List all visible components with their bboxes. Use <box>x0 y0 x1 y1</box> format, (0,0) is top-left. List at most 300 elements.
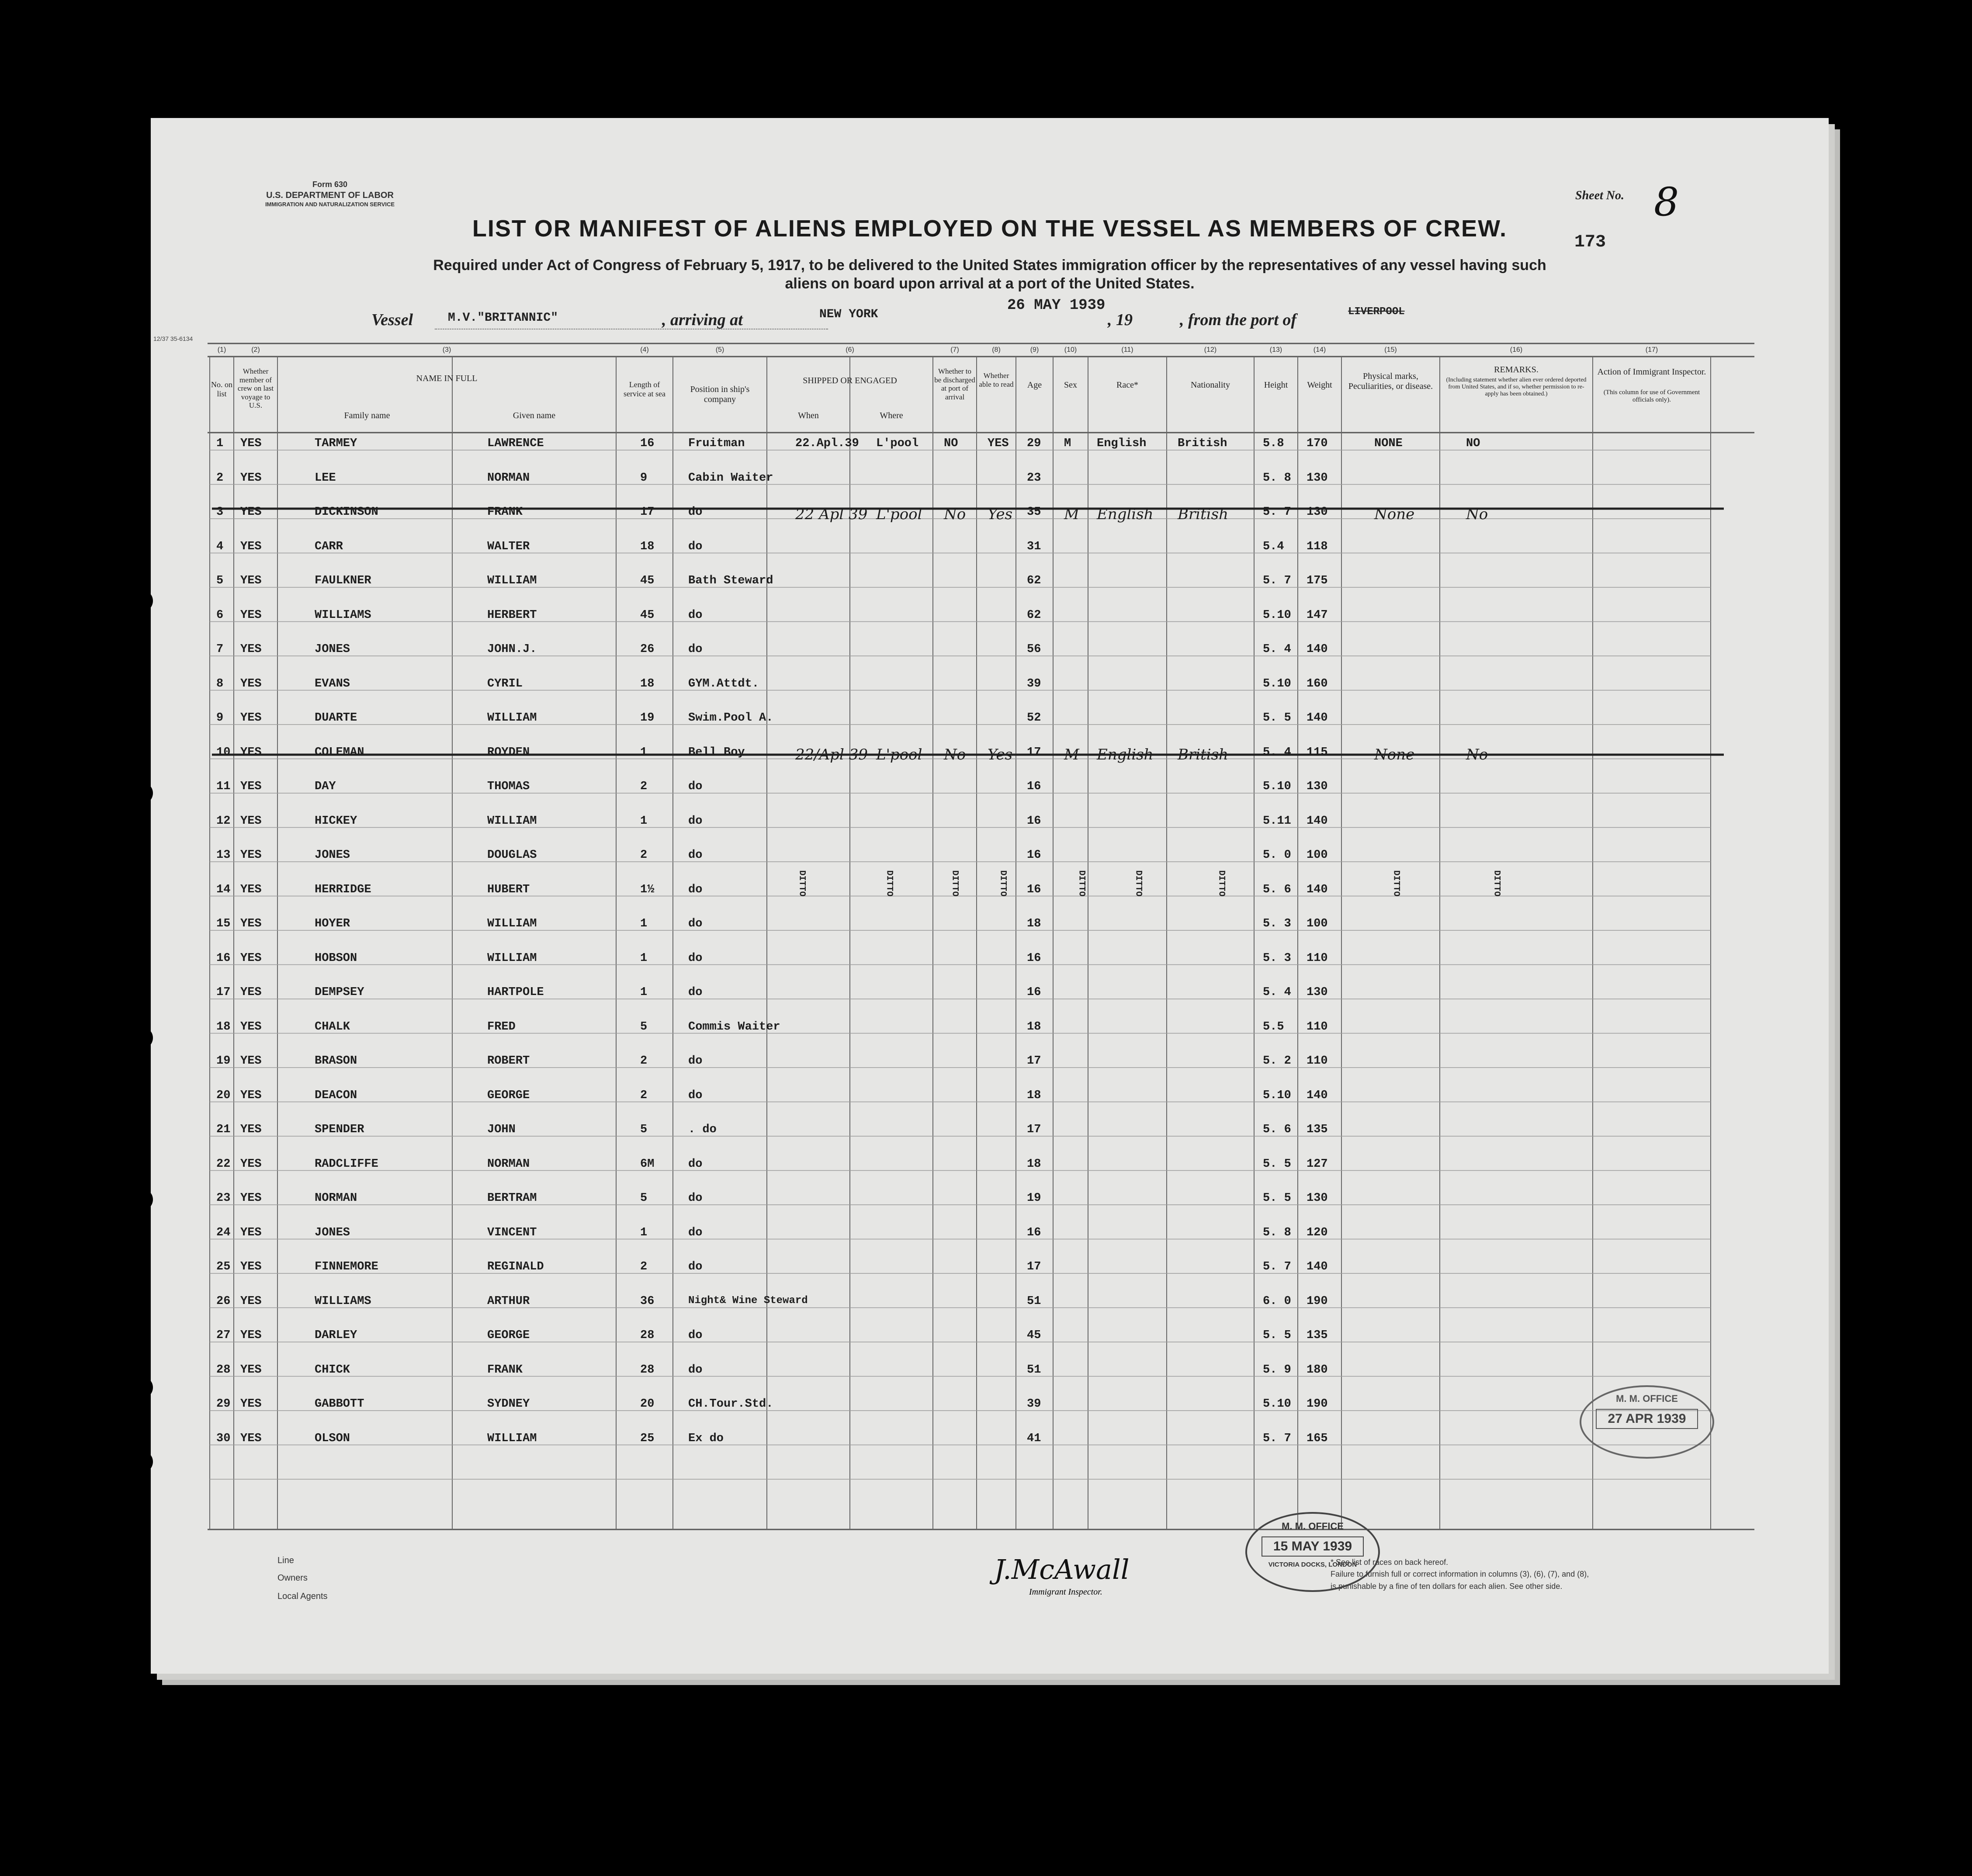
remarks: No <box>1466 746 1488 763</box>
crew-last-voyage: YES <box>240 1397 262 1411</box>
weight: 140 <box>1307 711 1328 725</box>
col-head-action-note: (This column for use of Government officials only). <box>1603 389 1700 404</box>
row-number: 21 <box>216 1123 231 1136</box>
ditto-mark: DITTO <box>950 870 960 897</box>
position: do <box>688 814 703 828</box>
physical-marks: None <box>1374 746 1415 763</box>
row-number: 11 <box>216 780 231 793</box>
position: GYM.Attdt. <box>688 677 759 690</box>
given-name: GEORGE <box>487 1089 530 1102</box>
weight: 130 <box>1307 506 1328 519</box>
crew-last-voyage: YES <box>240 506 262 519</box>
footer-owners-label: Owners <box>277 1573 308 1583</box>
age: 18 <box>1027 917 1041 930</box>
family-name: NORMAN <box>315 1192 357 1205</box>
col-num-11: (11) <box>1121 346 1133 354</box>
position: do <box>688 1363 703 1377</box>
height: 5. 7 <box>1263 1260 1291 1273</box>
crew-last-voyage: YES <box>240 814 262 828</box>
family-name: WILLIAMS <box>315 1294 371 1308</box>
row-number: 1 <box>216 437 224 450</box>
sheet-label: Sheet No. <box>1575 189 1624 202</box>
position: do <box>688 917 703 930</box>
row-number: 23 <box>216 1192 231 1205</box>
family-name: LEE <box>315 471 336 485</box>
crew-last-voyage: YES <box>240 608 262 622</box>
position: do <box>688 1329 703 1342</box>
position: Fruitman <box>688 437 745 450</box>
crew-last-voyage: YES <box>240 471 262 485</box>
family-name: HICKEY <box>315 814 357 828</box>
weight: 120 <box>1307 1226 1328 1239</box>
binder-hole <box>131 1451 153 1473</box>
length-of-service: 2 <box>640 1089 648 1102</box>
page-reference: 173 <box>1574 232 1606 252</box>
weight: 110 <box>1307 951 1328 965</box>
crew-last-voyage: YES <box>240 574 262 587</box>
height: 5. 3 <box>1263 951 1291 965</box>
length-of-service: 2 <box>640 849 648 862</box>
sex: M <box>1064 506 1079 523</box>
weight: 140 <box>1307 1260 1328 1273</box>
given-name: NORMAN <box>487 471 530 485</box>
shipped-when: 22/Apl 39 <box>795 746 868 763</box>
col-head-crew: Whether member of crew on last voyage to U.S. <box>237 367 274 410</box>
crew-last-voyage: YES <box>240 711 262 725</box>
col-num-2: (2) <box>251 346 260 354</box>
row-number: 26 <box>216 1294 231 1308</box>
length-of-service: 5 <box>640 1192 648 1205</box>
crew-last-voyage: YES <box>240 643 262 656</box>
height: 5. 8 <box>1263 471 1291 485</box>
footer-line-label: Line <box>277 1556 294 1565</box>
height: 5. 7 <box>1263 506 1291 519</box>
given-name: JOHN.J. <box>487 643 537 656</box>
height: 5.11 <box>1263 814 1291 828</box>
row-number: 20 <box>216 1089 231 1102</box>
binder-hole <box>131 782 153 804</box>
age: 16 <box>1027 780 1041 793</box>
length-of-service: 16 <box>640 437 655 450</box>
age: 16 <box>1027 951 1041 965</box>
department: U.S. DEPARTMENT OF LABOR <box>266 191 394 200</box>
crew-last-voyage: YES <box>240 1020 262 1033</box>
given-name: VINCENT <box>487 1226 537 1239</box>
given-name: WILLIAM <box>487 917 537 930</box>
col-head-height: Height <box>1264 380 1288 390</box>
row-number: 4 <box>216 540 224 553</box>
col-num-15: (15) <box>1384 346 1397 354</box>
arriving-label: , arriving at <box>662 311 743 329</box>
crew-last-voyage: YES <box>240 437 262 450</box>
family-name: DAY <box>315 780 336 793</box>
row-number: 6 <box>216 608 224 622</box>
age: 62 <box>1027 574 1041 587</box>
height: 5.5 <box>1263 1020 1284 1033</box>
weight: 115 <box>1307 746 1328 759</box>
position: do <box>688 1089 703 1102</box>
shipped-when: 22.Apl.39 <box>795 437 859 450</box>
position: Commis Waiter <box>688 1020 780 1033</box>
height: 5. 7 <box>1263 1432 1291 1445</box>
length-of-service: 36 <box>640 1294 655 1308</box>
discharged: NO <box>944 437 958 450</box>
crew-last-voyage: YES <box>240 540 262 553</box>
family-name: EVANS <box>315 677 350 690</box>
length-of-service: 45 <box>640 574 655 587</box>
crew-last-voyage: YES <box>240 849 262 862</box>
age: 17 <box>1027 746 1041 759</box>
crew-last-voyage: YES <box>240 883 262 896</box>
ditto-mark: DITTO <box>797 870 807 897</box>
row-number: 24 <box>216 1226 231 1239</box>
age: 39 <box>1027 677 1041 690</box>
age: 18 <box>1027 1089 1041 1102</box>
crew-last-voyage: YES <box>240 1123 262 1136</box>
weight: 140 <box>1307 883 1328 896</box>
ditto-mark: DITTO <box>884 870 894 897</box>
height: 5. 2 <box>1263 1054 1291 1068</box>
position: do <box>688 849 703 862</box>
row-number: 5 <box>216 574 224 587</box>
length-of-service: 19 <box>640 711 655 725</box>
height: 5. 5 <box>1263 1192 1291 1205</box>
age: 17 <box>1027 1123 1041 1136</box>
crew-last-voyage: YES <box>240 1157 262 1171</box>
height: 5. 3 <box>1263 917 1291 930</box>
arrival-date-stamp: 26 MAY 1939 <box>1007 297 1106 314</box>
weight: 140 <box>1307 1089 1328 1102</box>
inspector-label: Immigrant Inspector. <box>1029 1587 1102 1597</box>
position: do <box>688 1260 703 1273</box>
col-num-17: (17) <box>1645 346 1658 354</box>
able-to-read: Yes <box>988 746 1013 763</box>
length-of-service: 5 <box>640 1020 648 1033</box>
weight: 135 <box>1307 1123 1328 1136</box>
row-number: 29 <box>216 1397 231 1411</box>
crew-last-voyage: YES <box>240 917 262 930</box>
given-name: ROYDEN <box>487 746 530 759</box>
footer-note-2: Failure to furnish full or correct information in columns (3), (6), (7), and (8), <box>1331 1570 1589 1578</box>
weight: 140 <box>1307 643 1328 656</box>
position: do <box>688 1192 703 1205</box>
length-of-service: 2 <box>640 780 648 793</box>
height: 5. 5 <box>1263 1329 1291 1342</box>
ditto-mark: DITTO <box>1216 870 1227 897</box>
row-number: 19 <box>216 1054 231 1068</box>
departure-port: LIVERPOOL <box>1348 306 1405 318</box>
given-name: WILLIAM <box>487 814 537 828</box>
age: 16 <box>1027 883 1041 896</box>
family-name: JONES <box>315 643 350 656</box>
length-of-service: 28 <box>640 1329 655 1342</box>
ditto-mark: DITTO <box>1133 870 1144 897</box>
length-of-service: 9 <box>640 471 648 485</box>
col-num-12: (12) <box>1204 346 1217 354</box>
page-title: LIST OR MANIFEST OF ALIENS EMPLOYED ON THE VESSEL AS MEMBERS OF CREW. <box>472 215 1508 242</box>
given-name: WILLIAM <box>487 951 537 965</box>
position: Cabin Waiter <box>688 471 773 485</box>
age: 52 <box>1027 711 1041 725</box>
mm-office-stamp <box>1580 1385 1714 1459</box>
age: 31 <box>1027 540 1041 553</box>
row-number: 25 <box>216 1260 231 1273</box>
given-name: THOMAS <box>487 780 530 793</box>
row-number: 12 <box>216 814 231 828</box>
family-name: COLEMAN <box>315 746 364 759</box>
year-label: , 19 <box>1108 311 1133 329</box>
height: 5. 4 <box>1263 986 1291 999</box>
given-name: NORMAN <box>487 1157 530 1171</box>
given-name: BERTRAM <box>487 1192 537 1205</box>
physical-marks: None <box>1374 506 1415 523</box>
given-name: WILLIAM <box>487 1432 537 1445</box>
family-name: RADCLIFFE <box>315 1157 378 1171</box>
family-name: JONES <box>315 849 350 862</box>
col-num-7: (7) <box>950 346 959 354</box>
weight: 135 <box>1307 1329 1328 1342</box>
family-name: DEACON <box>315 1089 357 1102</box>
given-name: HERBERT <box>487 608 537 622</box>
position: do <box>688 1054 703 1068</box>
col-num-6: (6) <box>846 346 854 354</box>
given-name: HUBERT <box>487 883 530 896</box>
position: do <box>688 883 703 896</box>
family-name: CHICK <box>315 1363 350 1377</box>
given-name: FRANK <box>487 1363 523 1377</box>
height: 5. 4 <box>1263 746 1291 759</box>
family-name: OLSON <box>315 1432 350 1445</box>
family-name: DEMPSEY <box>315 986 364 999</box>
shipped-where: L'pool <box>876 746 922 763</box>
row-number: 14 <box>216 883 231 896</box>
col-head-discharged: Whether to be discharged at port of arrival <box>934 367 975 401</box>
length-of-service: 5 <box>640 1123 648 1136</box>
weight: 100 <box>1307 917 1328 930</box>
weight: 165 <box>1307 1432 1328 1445</box>
family-name: SPENDER <box>315 1123 364 1136</box>
height: 5.8 <box>1263 437 1284 450</box>
crew-last-voyage: YES <box>240 677 262 690</box>
age: 39 <box>1027 1397 1041 1411</box>
given-name: WILLIAM <box>487 574 537 587</box>
height: 5. 7 <box>1263 574 1291 587</box>
crew-last-voyage: YES <box>240 1089 262 1102</box>
col-head-sex: Sex <box>1064 380 1077 390</box>
age: 17 <box>1027 1054 1041 1068</box>
row-number: 17 <box>216 986 231 999</box>
crew-last-voyage: YES <box>240 780 262 793</box>
race: English <box>1097 506 1154 523</box>
height: 5. 5 <box>1263 711 1291 725</box>
position: do <box>688 1226 703 1239</box>
col-num-16: (16) <box>1510 346 1523 354</box>
family-name: CHALK <box>315 1020 350 1033</box>
length-of-service: 18 <box>640 540 655 553</box>
weight: 170 <box>1307 437 1328 450</box>
row-number: 10 <box>216 746 231 759</box>
col-head-position: Position in ship's company <box>690 385 750 404</box>
crew-last-voyage: YES <box>240 1294 262 1308</box>
able-to-read: Yes <box>988 506 1013 523</box>
stamp1-top: M. M. OFFICE <box>1282 1521 1344 1532</box>
ditto-mark: DITTO <box>1076 870 1087 897</box>
height: 5. 5 <box>1263 1157 1291 1171</box>
given-name: WILLIAM <box>487 711 537 725</box>
age: 23 <box>1027 471 1041 485</box>
race: English <box>1097 746 1154 763</box>
subtitle-line-1: Required under Act of Congress of February 5, 1917, to be delivered to the United States immigration officer by the representatives of any vessel having such <box>433 257 1546 274</box>
vessel-label: Vessel <box>371 311 413 329</box>
length-of-service: 1 <box>640 986 648 999</box>
row-number: 15 <box>216 917 231 930</box>
ditto-mark: DITTO <box>1491 870 1502 897</box>
position: . do <box>688 1123 717 1136</box>
sex: M <box>1064 746 1079 763</box>
position: Swim.Pool A. <box>688 711 773 725</box>
ditto-mark: DITTO <box>998 870 1008 897</box>
col-head-family: Family name <box>344 411 390 420</box>
discharged: No <box>944 506 966 523</box>
position: do <box>688 643 703 656</box>
weight: 160 <box>1307 677 1328 690</box>
col-head-no: No. on list <box>211 380 232 398</box>
weight: 110 <box>1307 1020 1328 1033</box>
crew-last-voyage: YES <box>240 1054 262 1068</box>
crew-last-voyage: YES <box>240 1192 262 1205</box>
col-head-action: Action of Immigrant Inspector. <box>1597 367 1706 377</box>
family-name: BRASON <box>315 1054 357 1068</box>
ditto-mark: DITTO <box>1391 870 1401 897</box>
col-head-given: Given name <box>513 411 556 420</box>
position: do <box>688 1157 703 1171</box>
age: 17 <box>1027 1260 1041 1273</box>
weight: 130 <box>1307 1192 1328 1205</box>
row-number: 9 <box>216 711 224 725</box>
family-name: TARMEY <box>315 437 357 450</box>
nationality: British <box>1178 746 1228 763</box>
sheet-number: 8 <box>1654 179 1679 225</box>
age: 16 <box>1027 814 1041 828</box>
length-of-service: 26 <box>640 643 655 656</box>
manifest-page <box>151 118 1829 1674</box>
discharged: No <box>944 746 966 763</box>
col-head-marks: Physical marks, Peculiarities, or disease. <box>1348 371 1433 391</box>
height: 5. 9 <box>1263 1363 1291 1377</box>
height: 5. 4 <box>1263 643 1291 656</box>
stamp1-date: 15 MAY 1939 <box>1262 1536 1364 1557</box>
position: Bell Boy <box>688 746 745 759</box>
footer-agents-label: Local Agents <box>277 1592 328 1601</box>
position: do <box>688 506 703 519</box>
given-name: FRED <box>487 1020 516 1033</box>
given-name: ARTHUR <box>487 1294 530 1308</box>
length-of-service: 28 <box>640 1363 655 1377</box>
row-number: 22 <box>216 1157 231 1171</box>
family-name: FINNEMORE <box>315 1260 378 1273</box>
height: 5. 8 <box>1263 1226 1291 1239</box>
family-name: WILLIAMS <box>315 608 371 622</box>
crew-last-voyage: YES <box>240 1226 262 1239</box>
age: 51 <box>1027 1294 1041 1308</box>
height: 5. 0 <box>1263 849 1291 862</box>
weight: 130 <box>1307 780 1328 793</box>
family-name: HOBSON <box>315 951 357 965</box>
crew-last-voyage: YES <box>240 1363 262 1377</box>
row-number: 2 <box>216 471 224 485</box>
remarks: NO <box>1466 437 1480 450</box>
shipped-when: 22 Apl 39 <box>795 506 868 523</box>
print-code: 12/37 35-6134 <box>153 335 193 342</box>
col-head-service: Length of service at sea <box>624 380 665 398</box>
position: Bath Steward <box>688 574 773 587</box>
length-of-service: 1 <box>640 814 648 828</box>
length-of-service: 6M <box>640 1157 655 1171</box>
height: 5.10 <box>1263 677 1291 690</box>
length-of-service: 1½ <box>640 883 655 896</box>
given-name: SYDNEY <box>487 1397 530 1411</box>
col-num-14: (14) <box>1313 346 1326 354</box>
weight: 118 <box>1307 540 1328 553</box>
col-head-weight: Weight <box>1307 380 1332 390</box>
height: 6. 0 <box>1263 1294 1291 1308</box>
vessel-name: M.V."BRITANNIC" <box>448 311 558 325</box>
col-num-4: (4) <box>640 346 649 354</box>
age: 41 <box>1027 1432 1041 1445</box>
crew-rows <box>151 118 1829 1674</box>
stamp2-top: M. M. OFFICE <box>1616 1393 1678 1404</box>
age: 18 <box>1027 1157 1041 1171</box>
height: 5.4 <box>1263 540 1284 553</box>
age: 16 <box>1027 849 1041 862</box>
col-head-remarks-note: (Including statement whether alien ever ordered deported from United States, and if so, whether permission to re-apply has been obtained.) <box>1446 377 1587 398</box>
crew-last-voyage: YES <box>240 1260 262 1273</box>
age: 62 <box>1027 608 1041 622</box>
given-name: HARTPOLE <box>487 986 544 999</box>
weight: 175 <box>1307 574 1328 587</box>
family-name: HERRIDGE <box>315 883 371 896</box>
binder-hole <box>131 1189 153 1210</box>
family-name: DICKINSON <box>315 506 378 519</box>
weight: 190 <box>1307 1397 1328 1411</box>
col-num-8: (8) <box>992 346 1001 354</box>
length-of-service: 1 <box>640 1226 648 1239</box>
family-name: DARLEY <box>315 1329 357 1342</box>
crew-last-voyage: YES <box>240 746 262 759</box>
given-name: CYRIL <box>487 677 523 690</box>
arrival-port: NEW YORK <box>819 308 878 321</box>
col-head-remarks: REMARKS. <box>1494 365 1539 375</box>
age: 16 <box>1027 986 1041 999</box>
nationality: British <box>1178 437 1227 450</box>
remarks: No <box>1466 506 1488 523</box>
col-head-shipped: SHIPPED OR ENGAGED <box>803 376 897 385</box>
sex: M <box>1064 437 1071 450</box>
weight: 100 <box>1307 849 1328 862</box>
age: 18 <box>1027 1020 1041 1033</box>
length-of-service: 25 <box>640 1432 655 1445</box>
physical-marks: NONE <box>1374 437 1403 450</box>
length-of-service: 18 <box>640 677 655 690</box>
weight: 130 <box>1307 986 1328 999</box>
able-to-read: YES <box>988 437 1009 450</box>
col-head-age: Age <box>1027 380 1042 390</box>
stamp1-bottom: VICTORIA DOCKS, LONDON <box>1268 1561 1357 1568</box>
inspector-signature: J.McAwall <box>994 1554 1130 1585</box>
weight: 147 <box>1307 608 1328 622</box>
victoria-docks-stamp <box>1245 1512 1380 1592</box>
col-num-10: (10) <box>1064 346 1077 354</box>
